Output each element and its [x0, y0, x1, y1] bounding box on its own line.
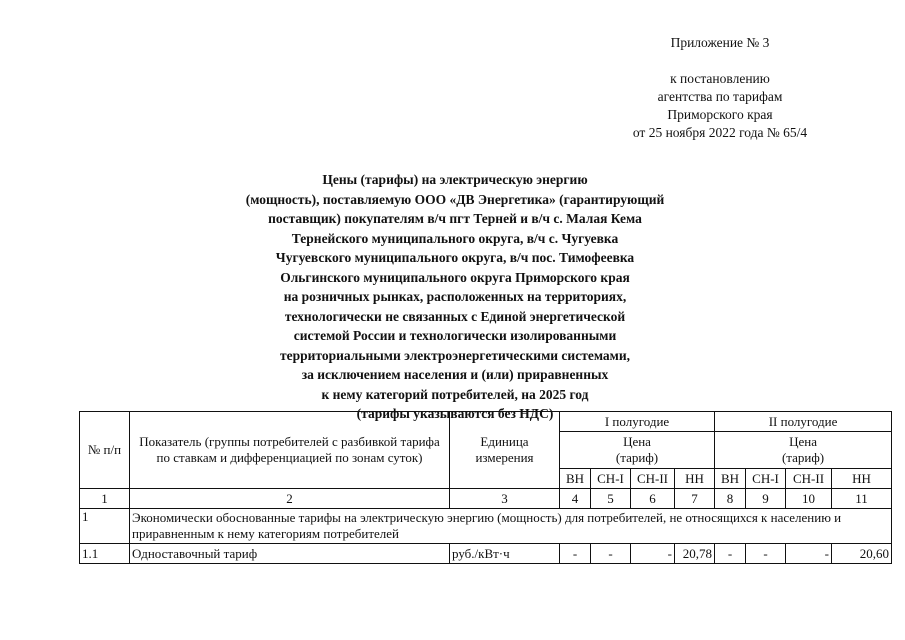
header-indicator: Показатель (группы потребителей с разбивкой тарифа по ставкам и дифференциацией по зонам суток) [130, 412, 450, 489]
column-number: 2 [130, 489, 450, 509]
heading-line: Чугуевского муниципального округа, в/ч пос. Тимофеевка [275, 250, 635, 265]
section-number: 1 [80, 509, 130, 544]
value-cell: 20,78 [675, 544, 715, 564]
header-price-2 [715, 432, 892, 469]
column-number: 5 [591, 489, 631, 509]
header-price-1 [560, 432, 715, 469]
tariff-label: (тариф) [781, 450, 825, 465]
heading-line: за исключением населения и (или) приравненных [301, 367, 609, 382]
column-number: 6 [631, 489, 675, 509]
row-number: 1.1 [80, 544, 130, 564]
document-heading [160, 170, 750, 424]
column-number: 8 [715, 489, 746, 509]
heading-line: на розничных рынках, расположенных на территориях, [283, 289, 627, 304]
value-cell: - [746, 544, 786, 564]
column-number: 1 [80, 489, 130, 509]
row-unit: руб./кВт·ч [450, 544, 560, 564]
appendix-line: агентства по тарифам [657, 89, 783, 104]
row-name: Одноставочный тариф [130, 544, 450, 564]
column-number: 10 [786, 489, 832, 509]
header-half-2: II полугодие [715, 412, 892, 432]
level-sn1: СН-I [746, 469, 786, 489]
appendix-line: от 25 ноября 2022 года № 65/4 [632, 125, 808, 140]
appendix-line: к постановлению [670, 71, 770, 86]
section-text: Экономически обоснованные тарифы на электрическую энергию (мощность) для потребителей, не относящихся к населению и приравненным к нему категориям потребителей [130, 509, 892, 544]
level-nn: НН [832, 469, 892, 489]
value-cell: 20,60 [832, 544, 892, 564]
column-number: 11 [832, 489, 892, 509]
value-cell: - [560, 544, 591, 564]
level-sn2: СН-II [631, 469, 675, 489]
value-cell: - [715, 544, 746, 564]
header-number: № п/п [80, 412, 130, 489]
tariff-table [79, 411, 892, 564]
heading-line: (тарифы указываются без НДС) [356, 406, 554, 421]
table-row [80, 544, 892, 564]
level-nn: НН [675, 469, 715, 489]
column-number: 3 [450, 489, 560, 509]
heading-line: (мощность), поставляемую ООО «ДВ Энергетика» (гарантирующий [245, 191, 665, 207]
heading-line: к нему категорий потребителей, на 2025 год [321, 386, 589, 402]
heading-line: Цены (тарифы) на электрическую энергию [322, 172, 588, 187]
value-cell: - [631, 544, 675, 564]
header-unit: Единица измерения [450, 412, 560, 489]
level-vn: ВН [560, 469, 591, 489]
heading-line: территориальными электроэнергетическими системами, [279, 347, 631, 363]
column-number: 9 [746, 489, 786, 509]
column-number-row [80, 489, 892, 509]
header-half-1: I полугодие [560, 412, 715, 432]
tariff-label: (тариф) [615, 450, 659, 465]
appendix-block [600, 34, 840, 142]
heading-line: технологически не связанных с Единой энергетической [284, 308, 626, 324]
value-cell: - [786, 544, 832, 564]
level-sn1: СН-I [591, 469, 631, 489]
heading-line: Ольгинского муниципального округа Приморского края [280, 269, 630, 285]
level-vn: ВН [715, 469, 746, 489]
column-number: 7 [675, 489, 715, 509]
section-row [80, 509, 892, 544]
appendix-title: Приложение № 3 [670, 35, 770, 50]
heading-line: системой России и технологически изолированными [293, 328, 617, 343]
heading-line: Тернейского муниципального округа, в/ч с. Чугуевка [291, 230, 619, 246]
heading-line: поставщик) покупателям в/ч пгт Терней и в/ч с. Малая Кема [268, 211, 642, 226]
appendix-line: Приморского края [667, 107, 773, 122]
price-label: Цена [623, 434, 651, 449]
value-cell: - [591, 544, 631, 564]
price-label: Цена [789, 434, 817, 449]
level-sn2: СН-II [786, 469, 832, 489]
column-number: 4 [560, 489, 591, 509]
